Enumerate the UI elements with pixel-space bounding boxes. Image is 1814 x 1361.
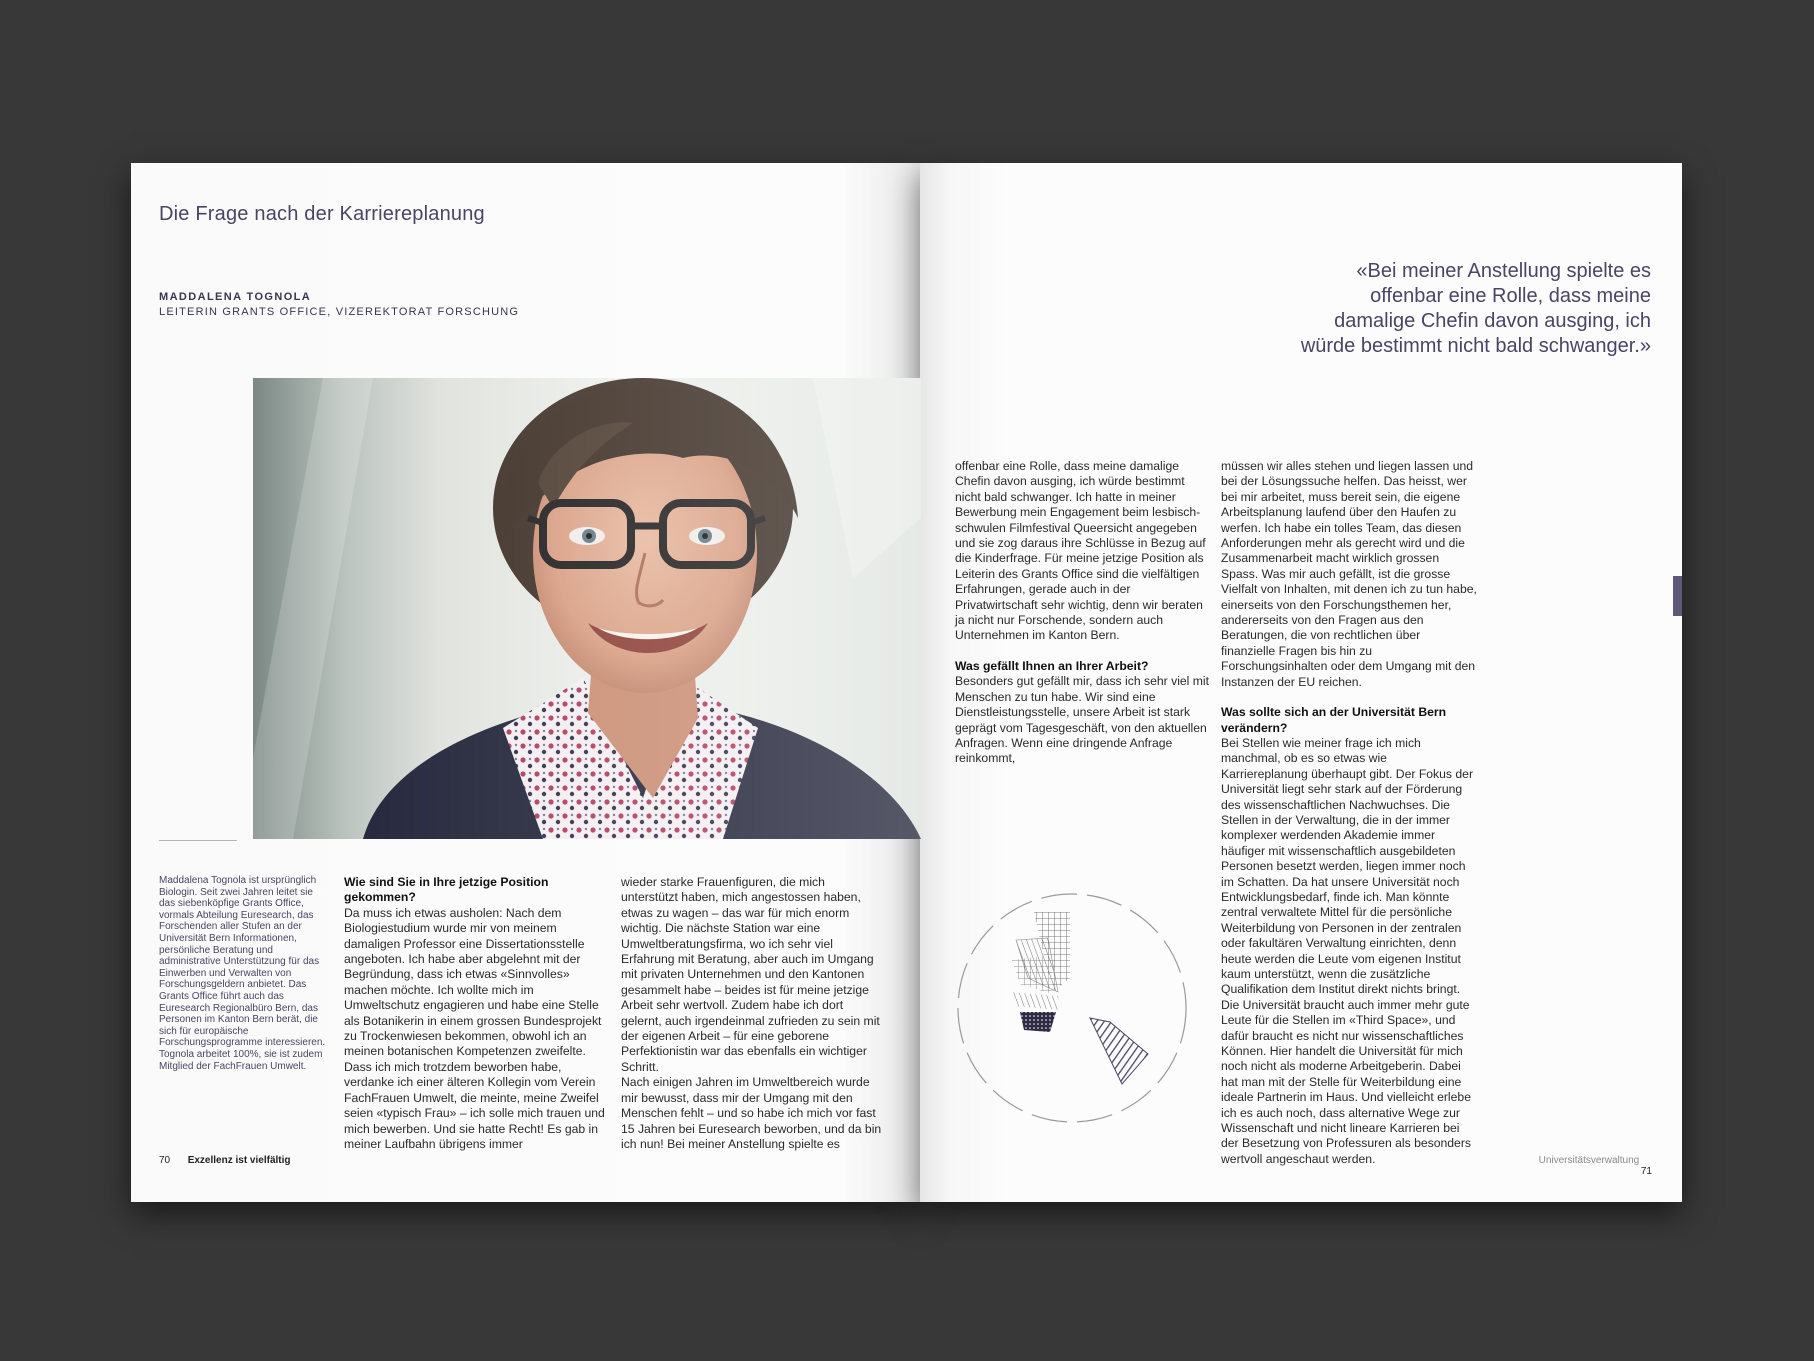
page-number-left: 70 xyxy=(159,1155,171,1166)
interview-answer-3: Bei Stellen wie meiner frage ich mich manchmal, ob es so etwas wie Karriereplanung überhaupt gibt. Der Fokus der Universität liegt sehr stark auf der Förderung des wissenschaftlichen Nachwuchses. Die Stellen in der Verwaltung, die in der immer komplexer werdenden Akademie immer häufiger mit wissenschaftlich ausgebildeten Personen besetzt werden, liegen immer noch im Schatten. Da hat unsere Universität noch Entwicklungsbedarf, finde ich. Man könnte zentral verwaltete Mittel für die persönliche Weiterbildung von Personen in der zentralen oder fakultären Verwaltung einrichten, denn heute werden die Leute vom eigenen Institut kaum unterstützt, wenn die zusätzliche Qualifikation dem Institut direkt nichts bringt. Die Universität braucht auch immer mehr gute Leute für die Stellen im «Third Space», und dafür braucht es nicht nur wissenschaftliches Können. Hier handelt die Universität für mich noch nicht als moderne Arbeitgeberin. Dabei hat man mit der Stelle für Weiterbildung eine ideale Partnerin im Haus. Und vielleicht erlebe ich es auch noch, dass alternative Wege zur Wissenschaft und nicht lineare Karrieren bei der Besetzung von Professuren als besonders wertvoll angeschaut werden. xyxy=(1221,735,1474,1166)
person-role: LEITERIN GRANTS OFFICE, VIZEREKTORAT FORSCHUNG xyxy=(159,306,520,318)
interview-question-1: Wie sind Sie in Ihre jetzige Position gekommen? xyxy=(344,875,549,905)
text-column-4 xyxy=(1221,459,1477,1167)
text-column-1 xyxy=(344,875,606,1152)
caption-divider xyxy=(159,840,237,841)
circular-pattern-icon xyxy=(952,882,1192,1134)
interview-answer-1-cont-b: Nach einigen Jahren im Umweltbereich wurde mir bewusst, dass mir der Umgang mit den Menschen fehlt – und so habe ich mich vor fast 15 Jahren bei Euresearch beworben, und da bin ich nun! Bei meiner Anstellung spielte es xyxy=(621,1075,882,1151)
interview-answer-1: Da muss ich etwas ausholen: Nach dem Biologiestudium wurde mir von meinem damaligen Professor eine Dissertationsstelle angeboten. Ich habe aber abgelehnt mit der Begründung, dass ich etwas «Sinnvolles» machen möchte. Ich wollte mich im Umweltschutz engagieren und habe eine Stelle als Botanikerin in einem grossen Bundesprojekt zu Trockenwiesen bekommen, obwohl ich an meinen botanischen Kompetenzen zweifelte. Dass ich mich trotzdem beworben habe, verdanke ich einer älteren Kollegin vom Verein FachFrauen Umwelt, die meinte, meine Zweifel seien «typisch Frau» – ich solle mich trauen und mich bewerben. Und sie hatte Recht! Es gab in meiner Laufbahn übrigens immer xyxy=(344,905,605,1151)
portrait-photo xyxy=(253,378,921,839)
interview-answer-1-cont: wieder starke Frauenfiguren, die mich unterstützt haben, mich angestossen haben, etwas zu wagen – das war für mich enorm wichtig. Die nächste Station war eine Umweltberatungsfirma, wo ich sehr viel Erfahrung mit Beratung, aber auch im Umgang mit privaten Unternehmen und den Kantonen gesammelt habe – beides ist für meine jetzige Arbeit sehr wertvoll. Zudem habe ich dort gelernt, auch irgendeinmal zufrieden zu sein mit der eigenen Arbeit – für eine geborene Perfektionistin war das ebenfalls ein wichtiger Schritt. xyxy=(621,875,880,1074)
interview-question-2: Was gefällt Ihnen an Ihrer Arbeit? xyxy=(955,658,1149,673)
interview-question-3: Was sollte sich an der Universität Bern verändern? xyxy=(1221,705,1447,735)
text-column-2 xyxy=(621,875,885,1152)
portrait-photo-icon xyxy=(253,378,921,839)
pull-quote: «Bei meiner Anstellung spielte es offenbar eine Rolle, dass meine damalige Chefin davon ausging, ich würde bestimmt nicht bald schwanger.» xyxy=(1300,260,1651,357)
person-name: MADDALENA TOGNOLA xyxy=(159,291,312,303)
interview-answer-2: Besonders gut gefällt mir, dass ich sehr viel mit Menschen zu tun habe. Wir sind eine Dienstleistungsstelle, unsere Arbeit ist stark geprägt vom Tagesgeschäft, von den aktuellen Anfragen. Wenn eine dringende Anfrage reinkommt, xyxy=(955,674,1210,766)
page-title: Die Frage nach der Karriereplanung xyxy=(159,203,485,225)
photo-caption: Maddalena Tognola ist ursprünglich Biologin. Seit zwei Jahren leitet sie das siebenköpfige Grants Office, vormals Abteilung Euresearch, das Forschenden aller Stufen an der Universität Bern Informationen, persönliche Beratung und administrative Unterstützung für das Einwerben und Verwalten von Forschungsgeldern anbietet. Das Grants Office führt auch das Euresearch Regionalbüro Bern, das Personen im Kanton Bern berät, die sich für europäische Forschungsprogramme interessieren. Tognola arbeitet 100%, sie ist zudem Mitglied der FachFrauen Umwelt. xyxy=(159,875,326,1072)
chapter-tab xyxy=(1673,576,1682,616)
page-number-right: 71 xyxy=(1640,1166,1652,1177)
section-name-right: Universitätsverwaltung xyxy=(1538,1155,1640,1166)
interview-answer-2-cont: müssen wir alles stehen und liegen lassen und bei der Lösungssuche helfen. Das heisst, wer bei mir arbeitet, muss bereit sein, die eigene Arbeitsplanung laufend über den Haufen zu werfen. Ich habe ein tolles Team, das diesen Anforderungen mehr als gerecht wird und die Zusammenarbeit macht wirklich grossen Spass. Was mir auch gefällt, ist die grosse Vielfalt von Inhalten, mit denen ich zu tun habe, einerseits von den Forschungsthemen her, andererseits von den Fragen aus den Beratungen, die von rechtlichen über finanzielle Fragen bis hin zu Forschungsinhalten oder dem Umgang mit den Instanzen der EU reichen. xyxy=(1221,459,1477,689)
right-folio xyxy=(1528,1155,1652,1177)
section-name-left: Exzellenz ist vielfältig xyxy=(187,1155,291,1166)
interview-answer-1-end: offenbar eine Rolle, dass meine damalige Chefin davon ausging, ich würde bestimmt nicht bald schwanger. Ich hatte in meiner Bewerbung mein Engagement beim lesbisch-schwulen Filmfestival Queersicht angegeben und sie zog daraus ihre Schlüsse in Bezug auf die Kinderfrage. Für meine jetzige Position als Leiterin des Grants Office sind die vielfältigen Erfahrungen, gerade auch in der Privatwirtschaft sehr wichtig, denn wir beraten ja nicht nur Forschende, sondern auch Unternehmen im Kanton Bern. xyxy=(955,459,1206,643)
text-column-3 xyxy=(955,459,1209,767)
circular-pattern-graphic xyxy=(952,882,1192,1134)
left-folio xyxy=(159,1155,291,1166)
